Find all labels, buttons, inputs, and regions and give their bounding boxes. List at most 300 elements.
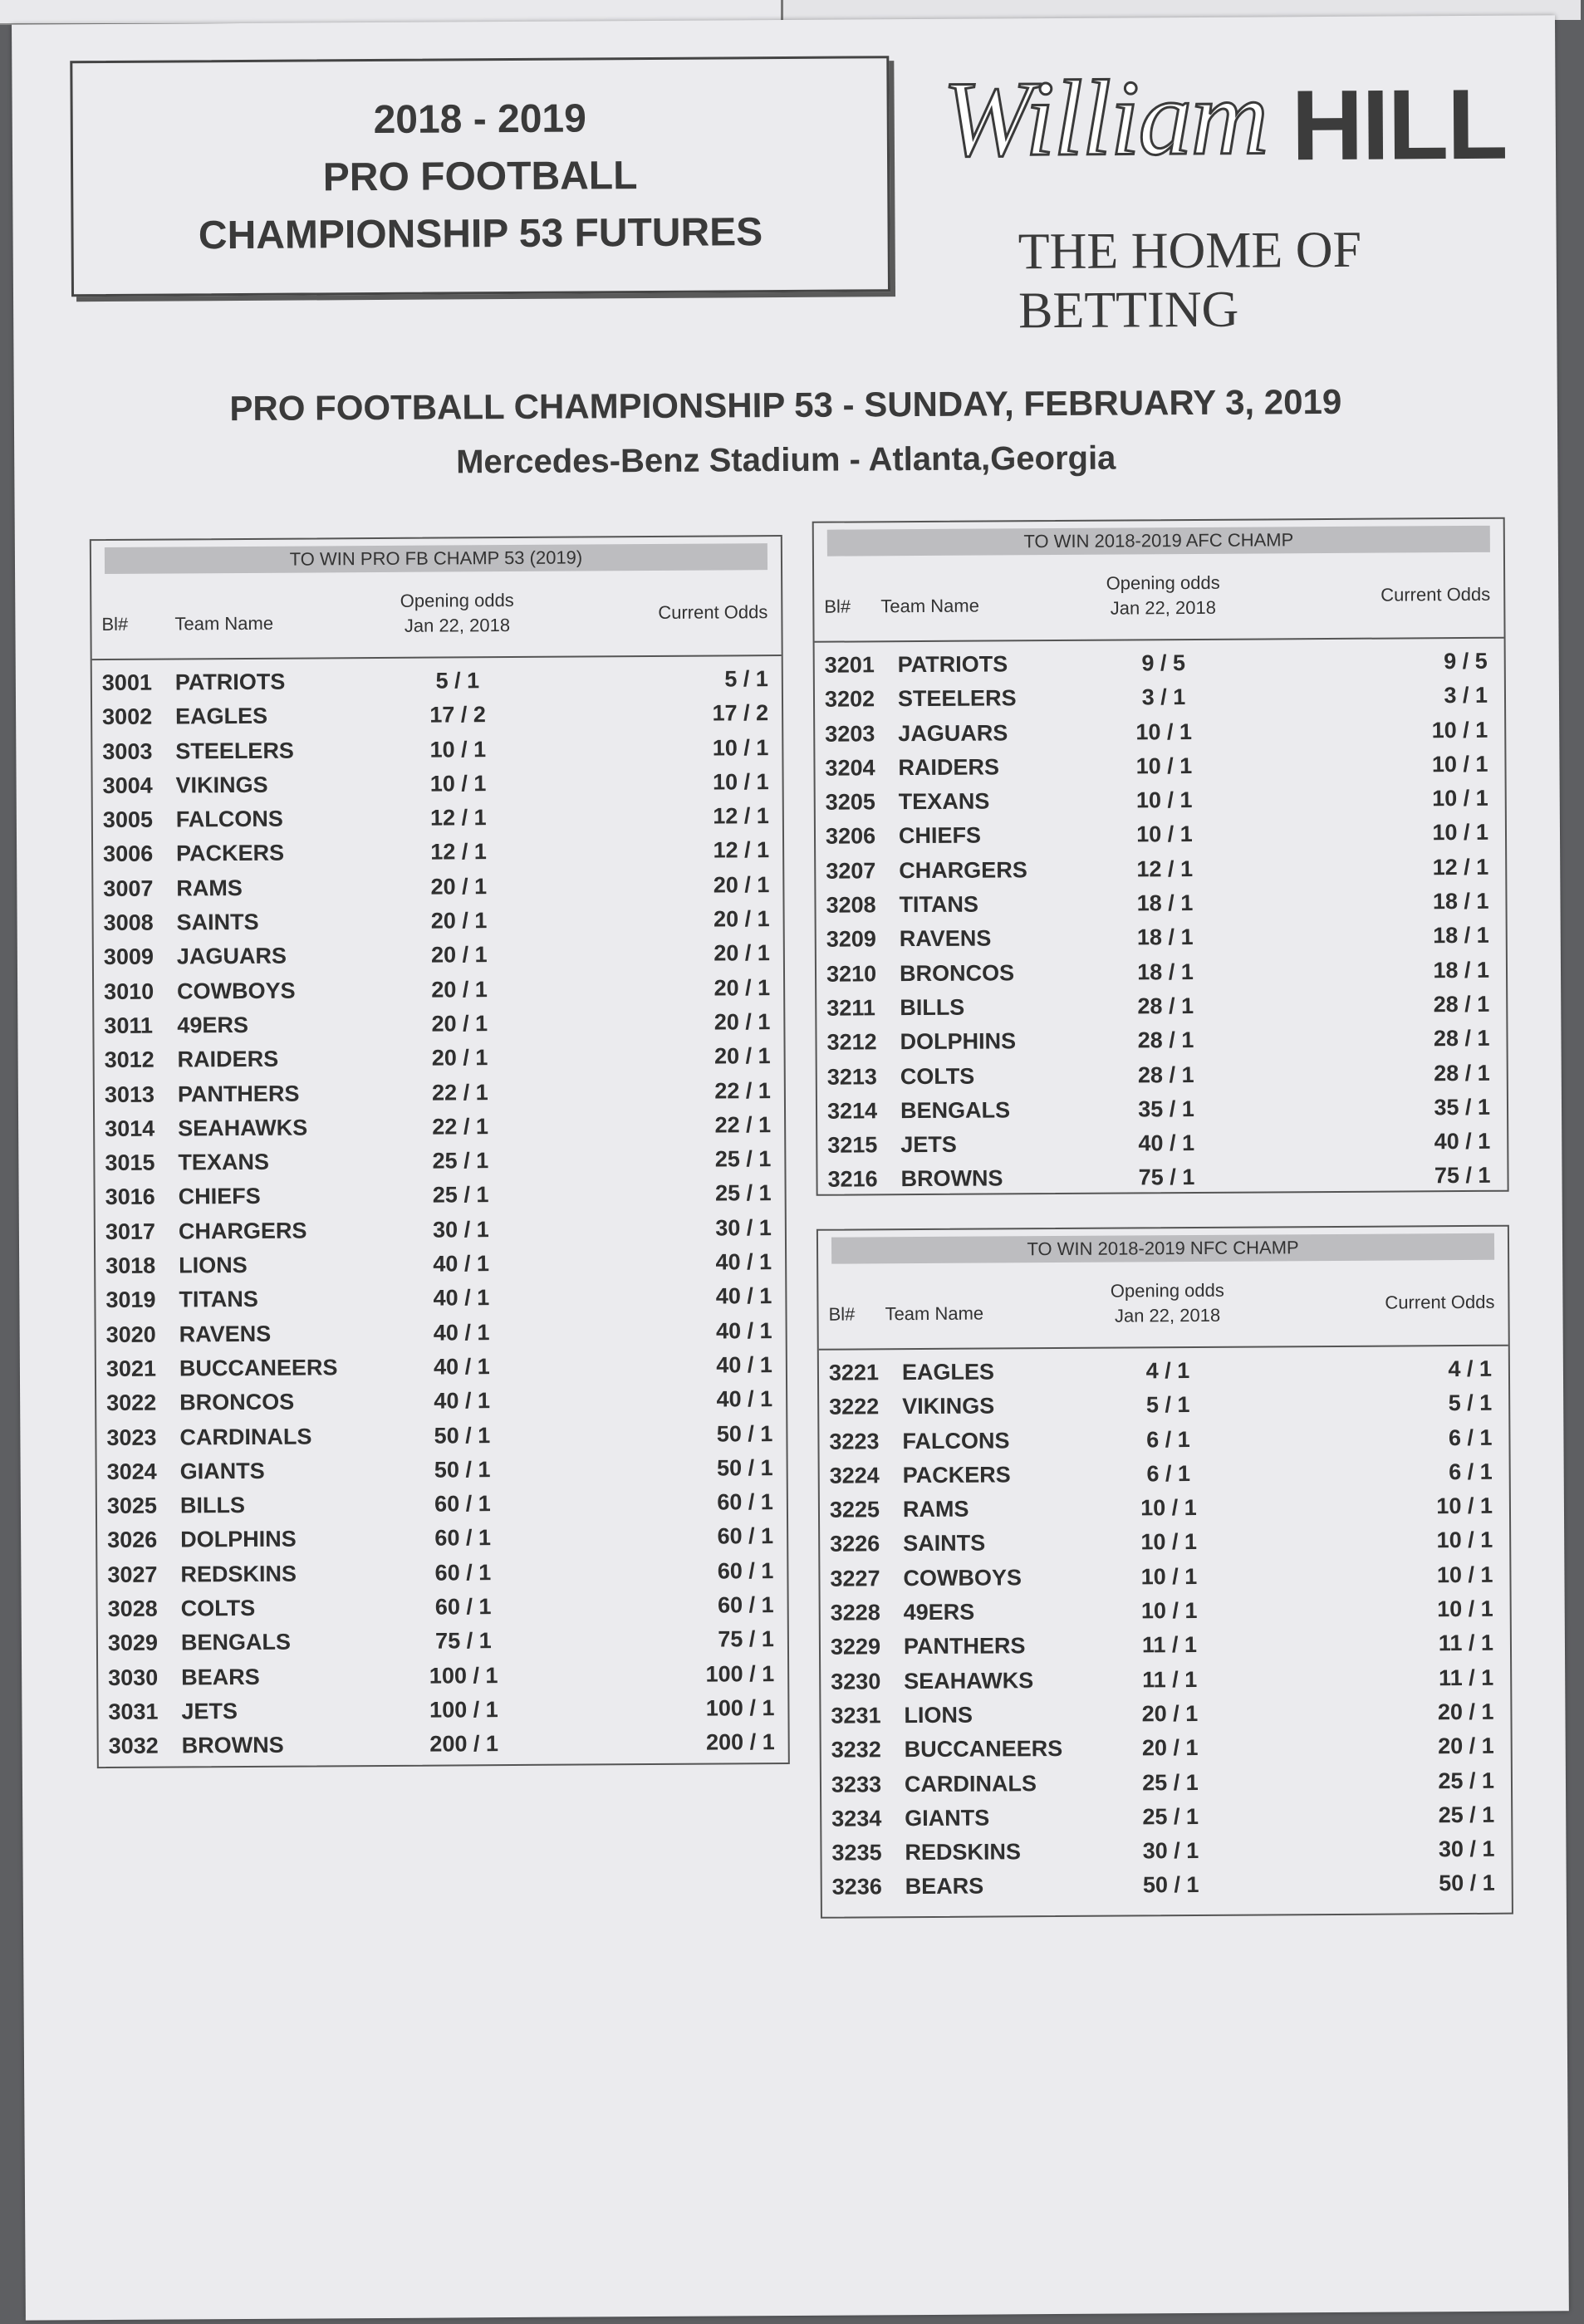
william-hill-logo — [934, 54, 1517, 340]
opening-odds: 6 / 1 — [1146, 1426, 1190, 1452]
opening-odds: 18 / 1 — [1136, 890, 1194, 916]
table-row — [96, 1381, 786, 1419]
team-name: LIONS — [179, 1253, 248, 1278]
current-odds: 25 / 1 — [714, 1180, 772, 1206]
current-odds: 60 / 1 — [718, 1592, 774, 1618]
bet-number: 3015 — [105, 1150, 155, 1176]
title-line: 2018 - 2019 — [373, 96, 586, 142]
opening-odds: 5 / 1 — [1145, 1392, 1190, 1418]
bet-number: 3013 — [104, 1081, 155, 1107]
col-opening-date: Jan 22, 2018 — [1110, 596, 1217, 619]
current-odds: 60 / 1 — [717, 1557, 774, 1584]
bet-number: 3211 — [826, 995, 875, 1021]
table-row — [96, 1175, 785, 1213]
team-name: REDSKINS — [905, 1839, 1022, 1866]
table-row — [821, 1591, 1510, 1630]
opening-odds: 25 / 1 — [432, 1148, 489, 1174]
bet-number: 3223 — [829, 1428, 880, 1454]
opening-odds: 20 / 1 — [1141, 1700, 1199, 1727]
current-odds: 22 / 1 — [714, 1077, 771, 1104]
team-name: PATRIOTS — [897, 651, 1008, 678]
team-name: 49ERS — [177, 1012, 249, 1038]
opening-odds: 17 / 2 — [429, 702, 486, 728]
table-row — [98, 1656, 787, 1694]
current-odds: 25 / 1 — [714, 1146, 772, 1172]
table-row — [92, 730, 782, 768]
current-odds: 4 / 1 — [1448, 1356, 1493, 1382]
current-odds: 28 / 1 — [1433, 1026, 1490, 1052]
bet-number: 3201 — [824, 652, 875, 678]
current-odds: 12 / 1 — [713, 803, 769, 829]
opening-odds: 20 / 1 — [431, 1011, 488, 1037]
current-odds: 20 / 1 — [714, 940, 770, 966]
bet-number: 3025 — [106, 1493, 158, 1519]
opening-odds: 12 / 1 — [429, 805, 487, 831]
afc-odds-table — [812, 517, 1509, 1196]
current-odds: 40 / 1 — [716, 1352, 772, 1378]
table-body — [819, 1351, 1512, 1905]
current-odds: 10 / 1 — [712, 769, 769, 795]
table-row — [815, 644, 1504, 682]
bet-number: 3213 — [826, 1063, 877, 1090]
bet-number: 3031 — [108, 1699, 159, 1724]
team-name: GIANTS — [179, 1458, 265, 1484]
team-name: EAGLES — [175, 704, 268, 729]
col-opening-date: Jan 22, 2018 — [404, 615, 511, 636]
title-box — [70, 56, 890, 297]
current-odds: 100 / 1 — [705, 1695, 775, 1721]
team-name: EAGLES — [901, 1359, 995, 1385]
col-opening-date: Jan 22, 2018 — [1114, 1304, 1221, 1326]
opening-odds: 11 / 1 — [1141, 1632, 1198, 1658]
table-row — [95, 1038, 784, 1076]
table-row — [817, 918, 1506, 956]
table-row — [93, 833, 782, 871]
table-row — [820, 1522, 1509, 1561]
team-name: STEELERS — [175, 738, 294, 764]
current-odds: 20 / 1 — [1437, 1699, 1494, 1725]
opening-odds: 75 / 1 — [1138, 1164, 1195, 1190]
bet-number: 3002 — [102, 704, 153, 730]
table-banner: TO WIN PRO FB CHAMP 53 (2019) — [105, 543, 767, 574]
bet-number: 3216 — [827, 1166, 878, 1193]
table-header — [814, 557, 1504, 643]
col-current-odds: Current Odds — [1380, 583, 1491, 606]
table-body — [815, 644, 1508, 1197]
table-header — [91, 575, 782, 660]
bet-number: 3029 — [107, 1630, 159, 1656]
opening-odds: 100 / 1 — [429, 1662, 498, 1689]
current-odds: 9 / 5 — [1444, 648, 1488, 674]
logo-tagline: THE HOME OF BETTING — [1018, 221, 1362, 340]
table-row — [96, 1313, 786, 1351]
bet-number: 3222 — [829, 1394, 880, 1419]
opening-odds: 4 / 1 — [1145, 1358, 1190, 1384]
table-row — [821, 1797, 1511, 1836]
table-row — [819, 1419, 1508, 1458]
bet-number: 3014 — [105, 1115, 155, 1141]
current-odds: 22 / 1 — [714, 1111, 772, 1138]
table-row — [97, 1484, 787, 1522]
team-name: STEELERS — [897, 685, 1017, 712]
bet-number: 3018 — [105, 1253, 156, 1279]
bet-number: 3235 — [831, 1840, 882, 1866]
current-odds: 30 / 1 — [715, 1214, 772, 1241]
current-odds: 11 / 1 — [1439, 1665, 1494, 1690]
team-name: LIONS — [904, 1702, 973, 1728]
bet-number: 3226 — [830, 1531, 880, 1557]
team-name: SEAHAWKS — [178, 1115, 308, 1141]
team-name: CHIEFS — [178, 1184, 261, 1209]
bet-number: 3204 — [825, 755, 875, 781]
team-name: GIANTS — [905, 1805, 990, 1831]
current-odds: 50 / 1 — [716, 1420, 773, 1447]
opening-odds: 40 / 1 — [434, 1354, 490, 1380]
current-odds: 11 / 1 — [1438, 1630, 1494, 1656]
opening-odds: 40 / 1 — [434, 1388, 491, 1414]
table-row — [815, 747, 1504, 785]
current-odds: 18 / 1 — [1433, 957, 1490, 983]
table-row — [93, 798, 782, 836]
table-row — [94, 935, 783, 973]
opening-odds: 100 / 1 — [429, 1697, 498, 1723]
bet-number: 3232 — [831, 1737, 881, 1763]
table-row — [817, 987, 1506, 1025]
current-odds: 5 / 1 — [724, 666, 768, 692]
team-name: CHIEFS — [898, 823, 982, 849]
opening-odds: 20 / 1 — [430, 873, 488, 900]
team-name: REDSKINS — [180, 1561, 297, 1587]
team-name: BEARS — [181, 1664, 260, 1690]
team-name: RAIDERS — [898, 754, 1000, 781]
bet-number: 3012 — [104, 1047, 154, 1073]
current-odds: 50 / 1 — [1439, 1870, 1495, 1896]
team-name: PANTHERS — [903, 1633, 1026, 1660]
team-name: BRONCOS — [179, 1389, 295, 1415]
team-name: BROWNS — [900, 1165, 1003, 1192]
bet-number: 3234 — [831, 1806, 882, 1831]
opening-odds: 20 / 1 — [431, 976, 488, 1003]
table-row — [92, 695, 782, 733]
current-odds: 17 / 2 — [712, 700, 769, 726]
opening-odds: 20 / 1 — [430, 942, 488, 968]
bet-number: 3003 — [102, 738, 153, 764]
bet-number: 3023 — [106, 1424, 157, 1450]
table-row — [96, 1210, 785, 1248]
current-odds: 40 / 1 — [715, 1283, 772, 1309]
bet-number: 3011 — [104, 1012, 154, 1038]
opening-odds: 22 / 1 — [432, 1114, 489, 1140]
current-odds: 30 / 1 — [1438, 1836, 1495, 1862]
opening-odds: 10 / 1 — [1135, 753, 1193, 779]
logo-script-text: William — [942, 57, 1268, 179]
bet-number: 3006 — [103, 841, 154, 867]
opening-odds: 50 / 1 — [434, 1422, 491, 1449]
col-team-name: Team Name — [880, 595, 979, 617]
current-odds: 75 / 1 — [1434, 1163, 1491, 1189]
current-odds: 6 / 1 — [1448, 1424, 1493, 1450]
table-row — [819, 1351, 1508, 1390]
current-odds: 18 / 1 — [1432, 888, 1489, 914]
table-row — [95, 1107, 784, 1145]
team-name: COWBOYS — [903, 1565, 1022, 1591]
odds-sheet — [12, 15, 1569, 2320]
opening-odds: 25 / 1 — [1142, 1803, 1199, 1830]
team-name: CHARGERS — [899, 857, 1027, 883]
bet-number: 3024 — [106, 1459, 157, 1484]
bet-number: 3030 — [108, 1665, 159, 1690]
team-name: PATRIOTS — [174, 669, 286, 695]
bet-number: 3224 — [829, 1463, 880, 1488]
team-name: RAMS — [902, 1496, 969, 1522]
table-row — [821, 1660, 1510, 1698]
opening-odds: 50 / 1 — [434, 1457, 491, 1483]
table-row — [820, 1557, 1509, 1595]
team-name: JAGUARS — [176, 944, 287, 969]
team-name: CHARGERS — [178, 1218, 307, 1244]
team-name: PANTHERS — [177, 1081, 300, 1107]
table-row — [93, 901, 782, 939]
current-odds: 10 / 1 — [1436, 1562, 1493, 1588]
table-row — [821, 1728, 1511, 1767]
table-row — [96, 1244, 785, 1282]
opening-odds: 20 / 1 — [1141, 1735, 1199, 1761]
table-row — [819, 1385, 1508, 1424]
opening-odds: 10 / 1 — [1140, 1598, 1198, 1624]
table-banner: TO WIN 2018-2019 AFC CHAMP — [827, 526, 1490, 556]
title-line: CHAMPIONSHIP 53 FUTURES — [198, 209, 763, 257]
table-banner: TO WIN 2018-2019 NFC CHAMP — [831, 1233, 1494, 1264]
current-odds: 10 / 1 — [1436, 1527, 1493, 1553]
team-name: BILLS — [179, 1493, 246, 1518]
championship-odds-table — [90, 535, 790, 1768]
team-name: COLTS — [900, 1063, 975, 1089]
opening-odds: 40 / 1 — [433, 1251, 490, 1277]
bet-number: 3028 — [107, 1596, 158, 1622]
bet-number: 3032 — [108, 1733, 159, 1759]
current-odds: 20 / 1 — [714, 1043, 771, 1069]
col-opening-odds: Opening odds — [1106, 571, 1220, 594]
opening-odds: 10 / 1 — [1140, 1563, 1198, 1590]
current-odds: 5 / 1 — [1448, 1390, 1493, 1416]
col-opening-odds: Opening odds — [400, 589, 514, 611]
current-odds: 20 / 1 — [713, 871, 770, 898]
current-odds: 10 / 1 — [1436, 1493, 1493, 1519]
bet-number: 3233 — [831, 1771, 882, 1797]
table-row — [816, 815, 1505, 853]
opening-odds: 60 / 1 — [434, 1491, 491, 1517]
table-row — [820, 1488, 1509, 1527]
bet-number: 3020 — [105, 1321, 156, 1347]
opening-odds: 11 / 1 — [1142, 1666, 1198, 1693]
opening-odds: 30 / 1 — [1142, 1838, 1199, 1864]
event-venue: Mercedes-Benz Stadium - Atlanta,Georgia — [455, 439, 1116, 481]
col-bet-number: Bl# — [101, 613, 129, 635]
team-name: COWBOYS — [177, 978, 296, 1004]
bet-number: 3016 — [105, 1184, 155, 1210]
bet-number: 3210 — [826, 961, 877, 987]
team-name: TEXANS — [898, 788, 990, 815]
bet-number: 3229 — [830, 1634, 881, 1660]
table-row — [817, 952, 1506, 990]
table-row — [94, 1004, 783, 1042]
logo-bold-text: HILL — [1291, 68, 1507, 182]
table-row — [97, 1450, 787, 1488]
current-odds: 10 / 1 — [1431, 717, 1488, 743]
opening-odds: 12 / 1 — [1136, 856, 1194, 882]
current-odds: 10 / 1 — [1431, 751, 1488, 777]
team-name: PACKERS — [176, 841, 285, 866]
current-odds: 20 / 1 — [714, 1009, 771, 1035]
team-name: RAIDERS — [177, 1047, 279, 1072]
opening-odds: 10 / 1 — [1135, 718, 1193, 745]
opening-odds: 40 / 1 — [1138, 1130, 1195, 1156]
current-odds: 60 / 1 — [717, 1489, 773, 1515]
current-odds: 20 / 1 — [1438, 1733, 1494, 1759]
bet-number: 3205 — [825, 789, 875, 815]
team-name: BENGALS — [900, 1097, 1011, 1124]
bet-number: 3227 — [830, 1566, 880, 1591]
bet-number: 3026 — [107, 1527, 158, 1553]
bet-number: 3022 — [106, 1390, 157, 1416]
team-name: BILLS — [900, 994, 965, 1021]
opening-odds: 60 / 1 — [434, 1525, 492, 1552]
team-name: RAMS — [176, 875, 243, 901]
current-odds: 18 / 1 — [1433, 923, 1489, 949]
bet-number: 3005 — [102, 807, 154, 833]
bet-number: 3021 — [105, 1356, 157, 1381]
current-odds: 10 / 1 — [1432, 786, 1488, 811]
col-team-name: Team Name — [174, 612, 274, 635]
opening-odds: 40 / 1 — [433, 1285, 490, 1311]
current-odds: 10 / 1 — [712, 734, 769, 761]
current-odds: 10 / 1 — [1437, 1596, 1493, 1622]
opening-odds: 200 / 1 — [429, 1731, 499, 1757]
table-row — [98, 1690, 787, 1728]
current-odds: 200 / 1 — [705, 1729, 775, 1755]
opening-odds: 30 / 1 — [433, 1216, 489, 1243]
current-odds: 25 / 1 — [1438, 1768, 1495, 1793]
team-name: RAVENS — [899, 925, 992, 952]
team-name: FALCONS — [902, 1427, 1010, 1454]
table-row — [98, 1621, 787, 1660]
team-name: TITANS — [179, 1287, 258, 1312]
opening-odds: 10 / 1 — [429, 771, 487, 797]
bet-number: 3027 — [107, 1562, 158, 1587]
bet-number: 3008 — [103, 909, 154, 936]
table-row — [99, 1724, 788, 1763]
col-current-odds: Current Odds — [658, 601, 768, 623]
bet-number: 3206 — [825, 823, 876, 850]
bet-number: 3208 — [826, 892, 876, 918]
opening-odds: 10 / 1 — [1136, 821, 1193, 847]
opening-odds: 3 / 1 — [1141, 684, 1186, 710]
table-row — [94, 970, 783, 1008]
table-row — [816, 884, 1505, 922]
team-name: VIKINGS — [175, 772, 268, 798]
current-odds: 75 / 1 — [718, 1626, 774, 1652]
table-row — [98, 1587, 787, 1625]
team-name: BENGALS — [180, 1629, 292, 1655]
table-row — [93, 867, 782, 905]
current-odds: 10 / 1 — [1432, 820, 1489, 846]
col-bet-number: Bl# — [828, 1303, 856, 1325]
current-odds: 25 / 1 — [1438, 1802, 1495, 1828]
table-row — [820, 1454, 1509, 1493]
opening-odds: 25 / 1 — [432, 1182, 489, 1209]
table-row — [815, 712, 1504, 750]
opening-odds: 50 / 1 — [1142, 1872, 1199, 1898]
team-name: VIKINGS — [902, 1393, 995, 1419]
team-name: 49ERS — [903, 1599, 975, 1625]
bet-number: 3236 — [831, 1874, 882, 1900]
current-odds: 28 / 1 — [1433, 991, 1490, 1017]
current-odds: 100 / 1 — [705, 1660, 775, 1687]
team-name: BUCCANEERS — [179, 1355, 338, 1381]
opening-odds: 18 / 1 — [1137, 959, 1194, 985]
team-name: RAVENS — [179, 1321, 272, 1347]
bet-number: 3009 — [103, 944, 154, 970]
current-odds: 20 / 1 — [713, 906, 770, 932]
event-title: PRO FOOTBALL CHAMPIONSHIP 53 - SUNDAY, FEBRUARY 3, 2019 — [229, 381, 1342, 429]
col-team-name: Team Name — [885, 1302, 984, 1325]
opening-odds: 25 / 1 — [1142, 1769, 1199, 1795]
opening-odds: 10 / 1 — [1135, 787, 1193, 813]
nfc-odds-table — [817, 1225, 1513, 1919]
bet-number: 3001 — [101, 669, 153, 696]
bet-number: 3221 — [828, 1360, 880, 1385]
opening-odds: 60 / 1 — [434, 1594, 492, 1620]
bet-number: 3203 — [825, 720, 875, 747]
team-name: SEAHAWKS — [904, 1667, 1034, 1694]
table-row — [92, 661, 782, 699]
current-odds: 50 / 1 — [716, 1454, 773, 1481]
opening-odds: 12 / 1 — [430, 839, 487, 865]
current-odds: 6 / 1 — [1449, 1459, 1493, 1485]
team-name: FALCONS — [175, 806, 283, 832]
opening-odds: 20 / 1 — [431, 1045, 488, 1071]
table-row — [817, 1055, 1507, 1093]
table-row — [96, 1416, 786, 1454]
current-odds: 35 / 1 — [1434, 1094, 1491, 1120]
team-name: TITANS — [899, 891, 979, 918]
bet-number: 3214 — [826, 1098, 878, 1124]
opening-odds: 75 / 1 — [435, 1628, 492, 1654]
bet-number: 3207 — [826, 858, 876, 884]
table-row — [821, 1625, 1510, 1664]
opening-odds: 28 / 1 — [1137, 1061, 1194, 1087]
current-odds: 40 / 1 — [715, 1317, 772, 1344]
col-opening-odds: Opening odds — [1110, 1279, 1224, 1302]
table-row — [821, 1831, 1511, 1870]
opening-odds: 22 / 1 — [432, 1079, 488, 1106]
table-row — [822, 1866, 1512, 1904]
current-odds: 12 / 1 — [713, 837, 770, 864]
col-current-odds: Current Odds — [1385, 1291, 1495, 1313]
table-row — [96, 1278, 785, 1316]
current-odds: 40 / 1 — [716, 1386, 773, 1412]
table-row — [95, 1073, 784, 1111]
bet-number: 3019 — [105, 1287, 156, 1313]
team-name: COLTS — [180, 1595, 256, 1621]
team-name: DOLPHINS — [900, 1028, 1017, 1055]
team-name: JETS — [900, 1131, 957, 1158]
team-name: SAINTS — [903, 1531, 986, 1557]
table-row — [816, 849, 1505, 887]
bet-number: 3017 — [105, 1218, 156, 1244]
bet-number: 3007 — [103, 875, 154, 901]
team-name: PACKERS — [902, 1462, 1011, 1488]
